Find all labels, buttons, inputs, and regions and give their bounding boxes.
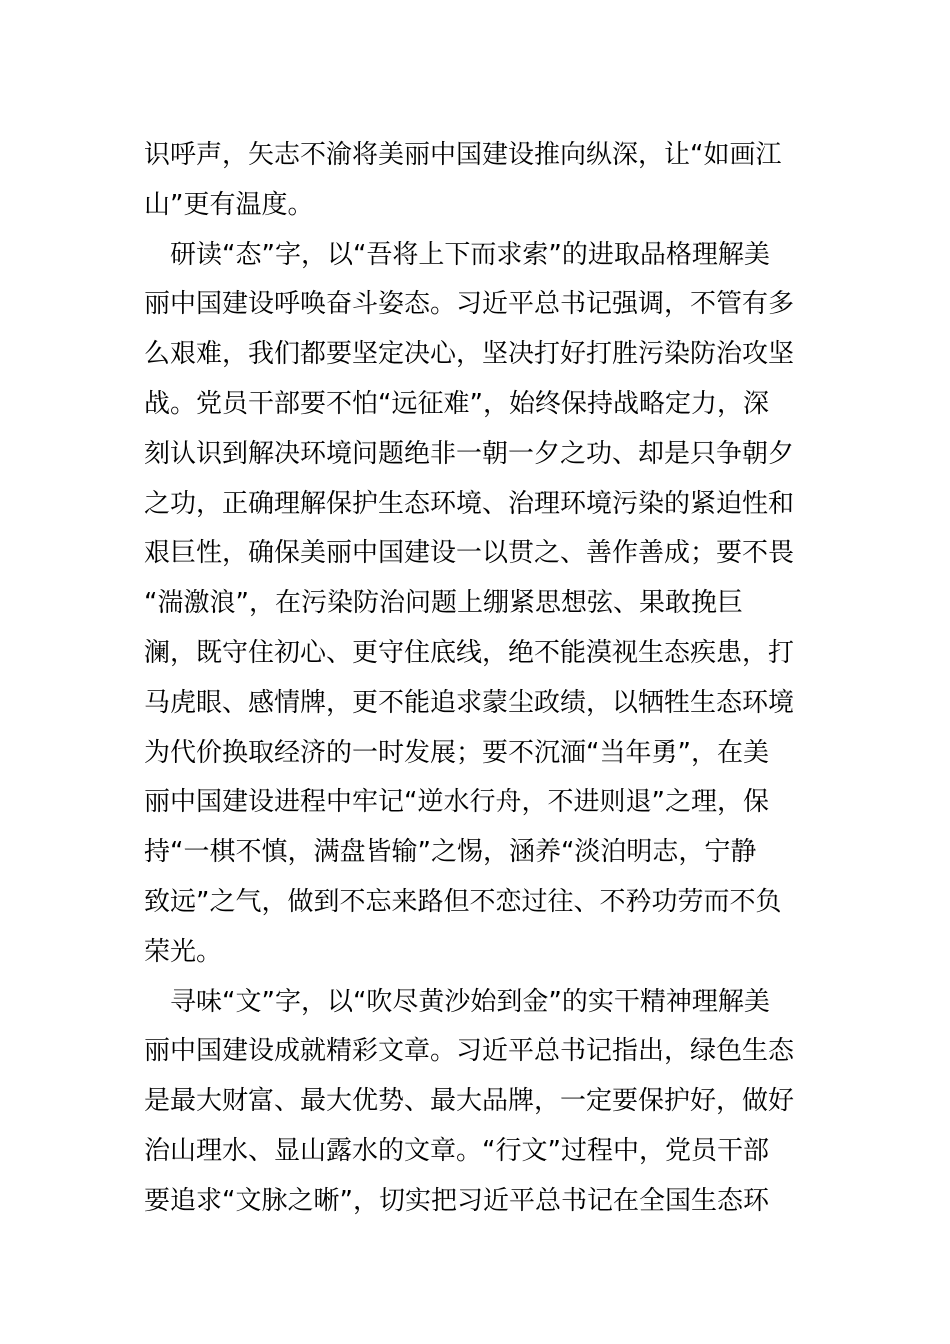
text-line: 马虎眼、感情牌，更不能追求蒙尘政绩，以牺牲生态环境 [144,687,795,718]
text-line: 治山理水、显山露水的文章。“行文”过程中，党员干部 [144,1135,769,1166]
text-line: 刻认识到解决环境问题绝非一朝一夕之功、却是只争朝夕 [144,438,795,469]
text-line: 丽中国建设呼唤奋斗姿态。习近平总书记强调，不管有多 [144,289,795,320]
text-line: 致远”之气，做到不忘来路但不恋过往、不矜功劳而不负 [144,886,782,917]
text-line: “湍激浪”，在污染防治问题上绷紧思想弦、果敢挽巨 [144,588,743,619]
text-line: 之功，正确理解保护生态环境、治理环境污染的紧迫性和 [144,488,795,519]
text-line: 要追求“文脉之晰”，切实把习近平总书记在全国生态环 [144,1185,769,1216]
text-line: 战。党员干部要不怕“远征难”，始终保持战略定力，深 [144,388,769,419]
text-line: 山”更有温度。 [144,189,314,220]
text-line: 研读“态”字，以“吾将上下而求索”的进取品格理解美 [144,239,770,270]
body-text [144,131,824,1227]
text-line: 澜，既守住初心、更守住底线，绝不能漠视生态疾患，打 [144,637,795,668]
text-line: 荣光。 [144,936,223,967]
text-line: 寻味“文”字，以“吹尽黄沙始到金”的实干精神理解美 [144,986,770,1017]
text-line: 艰巨性，确保美丽中国建设一以贯之、善作善成；要不畏 [144,538,795,569]
text-line: 丽中国建设进程中牢记“逆水行舟，不进则退”之理，保 [144,787,769,818]
text-line: 持“一棋不慎，满盘皆输”之惕，涵养“淡泊明志，宁静 [144,837,757,868]
text-line: 为代价换取经济的一时发展；要不沉湎“当年勇”，在美 [144,737,769,768]
text-line: 是最大财富、最大优势、最大品牌，一定要保护好，做好 [144,1086,795,1117]
text-line: 丽中国建设成就精彩文章。习近平总书记指出，绿色生态 [144,1036,795,1067]
text-line: 识呼声，矢志不渝将美丽中国建设推向纵深，让“如画江 [144,140,782,170]
text-line: 么艰难，我们都要坚定决心，坚决打好打胜污染防治攻坚 [144,339,795,370]
